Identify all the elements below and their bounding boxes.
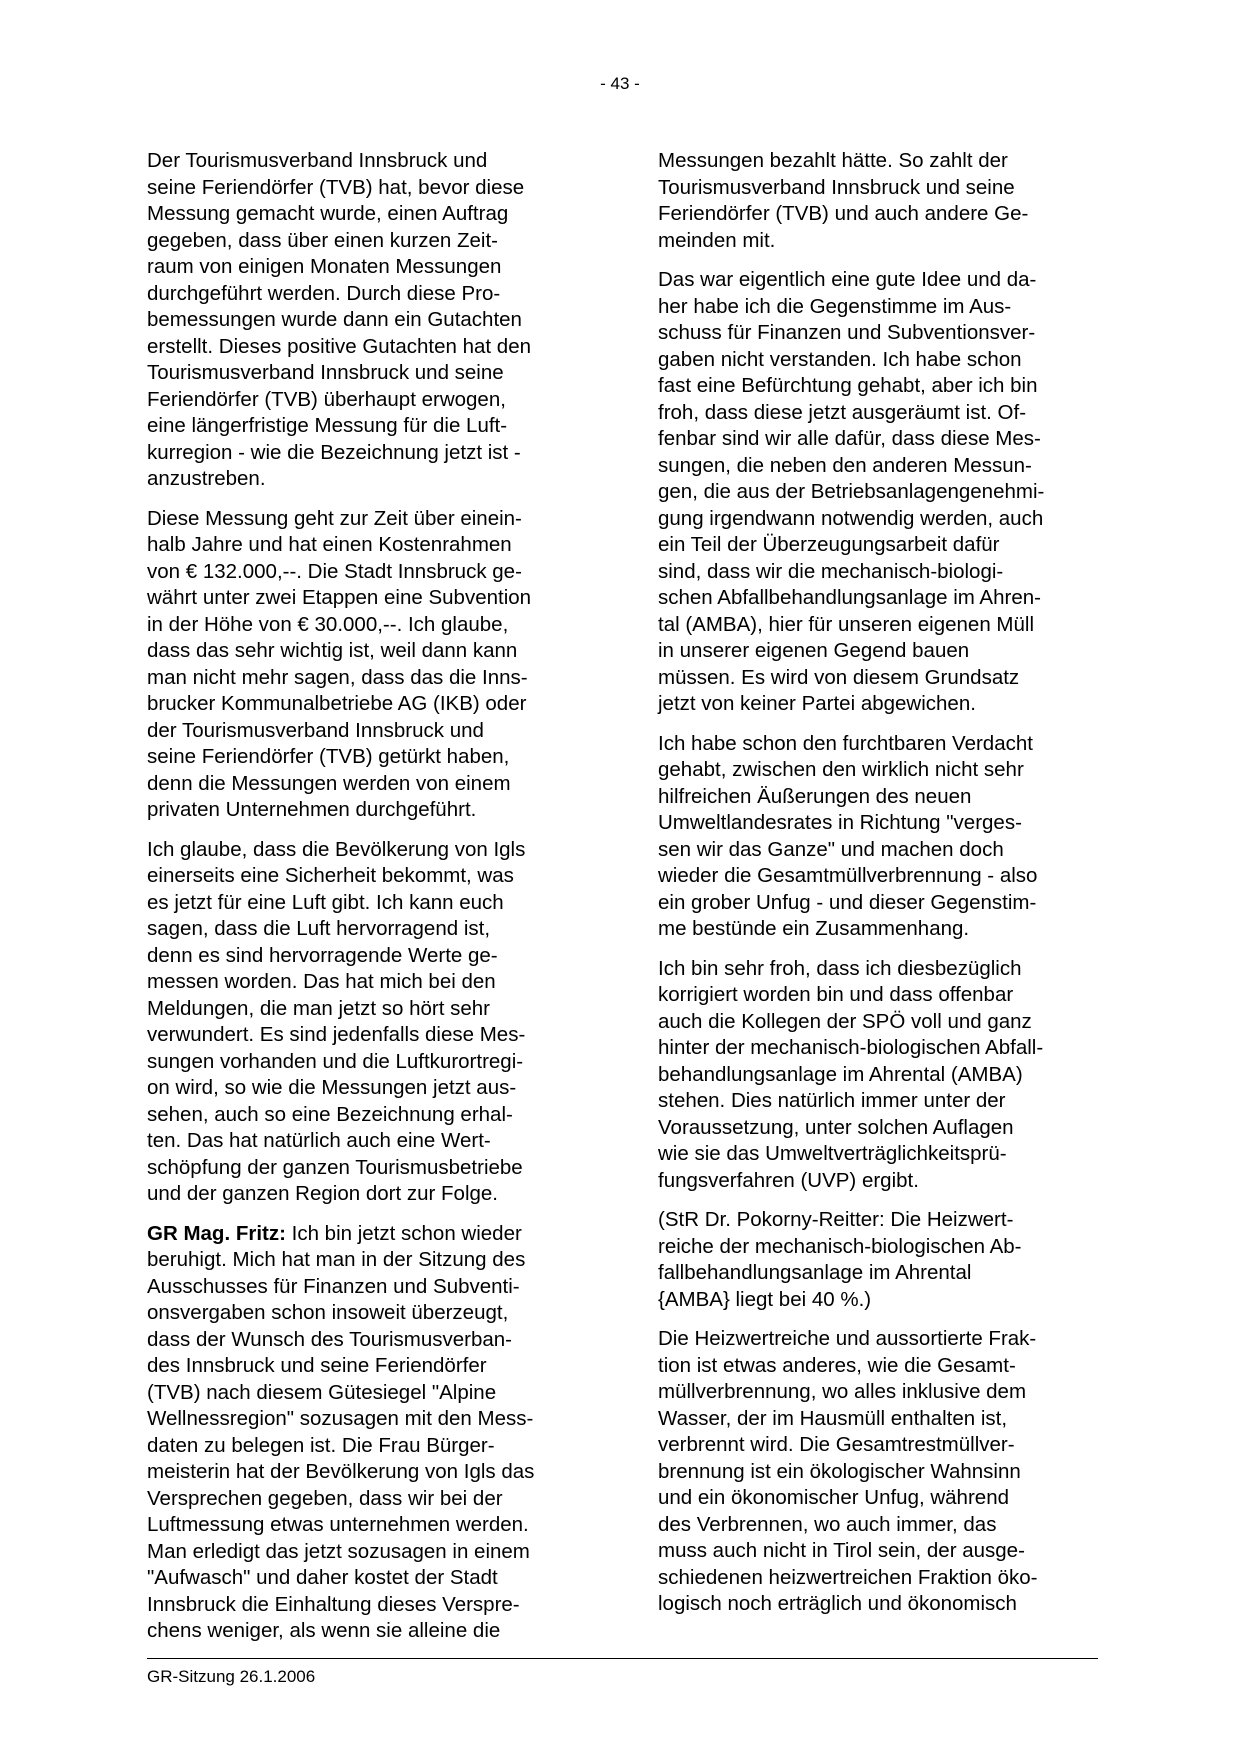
page-number: - 43 -	[600, 74, 640, 93]
right-column	[658, 148, 1098, 1631]
paragraph: Messungen bezahlt hätte. So zahlt der Tourismusverband Innsbruck und seine Feriendörfer (TVB) und auch andere Ge- meinden mit.	[658, 149, 1029, 252]
footer-session-date: GR-Sitzung 26.1.2006	[147, 1667, 316, 1686]
speaker-statement: Ich bin jetzt schon wieder beruhigt. Mich hat man in der Sitzung des Ausschusses für Finanzen und Subventi- onsvergaben schon insoweit überzeugt, dass der Wunsch des Tourismusverban- des Innsbruck und seine Feriendörfer (TVB) nach diesem Gütesiegel "Alpine Wellnessregion" sozusagen mit den Mess- daten zu belegen ist. Die Frau Bürger- meisterin hat der Bevölkerung von Igls das Versprechen gegeben, dass wir bei der Luftmessung etwas unternehmen werden. Man erledigt das jetzt sozusagen in einem "Aufwasch" und daher kostet der Stadt Innsbruck die Einhaltung dieses Verspre- chens weniger, als wenn sie alleine die	[147, 1221, 535, 1642]
paragraph: Ich bin sehr froh, dass ich diesbezüglich korrigiert worden bin und dass offenbar auch die Kollegen der SPÖ voll und ganz hinter der mechanisch-biologischen Abfall- behandlungsanlage im Ahrental (AMBA) stehen. Dies natürlich immer unter der Voraussetzung, unter solchen Auflagen wie sie das Umweltverträglichkeitsprü- fungsverfahren (UVP) ergibt.	[658, 956, 1044, 1192]
paragraph: Die Heizwertreiche und aussortierte Frak- tion ist etwas anderes, wie die Gesamt- müllverbrennung, wo alles inklusive dem Wasser, der im Hausmüll enthalten ist, verbrennt wird. Die Gesamtrestmüllver- brennung ist ein ökologischer Wahnsinn und ein ökonomischer Unfug, während des Verbrennen, wo auch immer, das muss auch nicht in Tirol sein, der ausge- schiedenen heizwertreichen Fraktion öko- logisch noch erträglich und ökonomisch	[658, 1327, 1038, 1615]
left-column	[147, 148, 587, 1658]
paragraph: Ich habe schon den furchtbaren Verdacht gehabt, zwischen den wirklich nicht sehr hilfreichen Äußerungen des neuen Umweltlandesrates in Richtung "verges- sen wir das Ganze" und machen doch wieder die Gesamtmüllverbrennung - also ein grober Unfug - und dieser Gegenstim- me bestünde ein Zusammenhang.	[658, 731, 1038, 940]
speaker-paragraph	[147, 1221, 587, 1645]
footer-divider	[147, 1658, 1098, 1659]
paragraph: Ich glaube, dass die Bevölkerung von Igls einerseits eine Sicherheit bekommt, was es jetzt für eine Luft gibt. Ich kann euch sagen, dass die Luft hervorragend ist, denn es sind hervorragende Werte ge- messen worden. Das hat mich bei den Meldungen, die man jetzt so hört sehr verwundert. Es sind jedenfalls diese Mes- sungen vorhanden und die Luftkurortregi- on wird, so wie die Messungen jetzt aus- sehen, auch so eine Bezeichnung erhal- ten. Das hat natürlich auch eine Wert- schöpfung der ganzen Tourismusbetriebe und der ganzen Region dort zur Folge.	[147, 837, 526, 1205]
paragraph: Das war eigentlich eine gute Idee und da- her habe ich die Gegenstimme im Aus- schuss für Finanzen und Subventionsver- gaben nicht verstanden. Ich habe schon fast eine Befürchtung gehabt, aber ich bin froh, dass diese jetzt ausgeräumt ist. Of- fenbar sind wir alle dafür, dass diese Mes- sungen, die neben den anderen Messun- gen, die aus der Betriebsanlagengenehmi- gung irgendwann notwendig werden, auch ein Teil der Überzeugungsarbeit dafür sind, dass wir die mechanisch-biologi- schen Abfallbehandlungsanlage im Ahren- tal (AMBA), hier für unseren eigenen Müll in unserer eigenen Gegend bauen müssen. Es wird von diesem Grundsatz jetzt von keiner Partei abgewichen.	[658, 268, 1045, 715]
interjection-paragraph: (StR Dr. Pokorny-Reitter: Die Heizwert- reiche der mechanisch-biologischen Ab- fallbehandlungsanlage im Ahrental {AMBA} liegt bei 40 %.)	[658, 1208, 1022, 1311]
speaker-name: GR Mag. Fritz:	[147, 1221, 286, 1245]
paragraph: Diese Messung geht zur Zeit über einein- halb Jahre und hat einen Kostenrahmen von € 132.000,--. Die Stadt Innsbruck ge- währt unter zwei Etappen eine Subvention in der Höhe von € 30.000,--. Ich glaube, dass das sehr wichtig ist, weil dann kann man nicht mehr sagen, dass das die Inns- brucker Kommunalbetriebe AG (IKB) oder der Tourismusverband Innsbruck und seine Feriendörfer (TVB) getürkt haben, denn die Messungen werden von einem privaten Unternehmen durchgeführt.	[147, 506, 532, 821]
paragraph: Der Tourismusverband Innsbruck und seine Feriendörfer (TVB) hat, bevor diese Messung gemacht wurde, einen Auftrag gegeben, dass über einen kurzen Zeit- raum von einigen Monaten Messungen durchgeführt werden. Durch diese Pro- bemessungen wurde dann ein Gutachten erstellt. Dieses positive Gutachten hat den Tourismusverband Innsbruck und seine Feriendörfer (TVB) überhaupt erwogen, eine längerfristige Messung für die Luft- kurregion - wie die Bezeichnung jetzt ist - anzustreben.	[147, 149, 532, 490]
